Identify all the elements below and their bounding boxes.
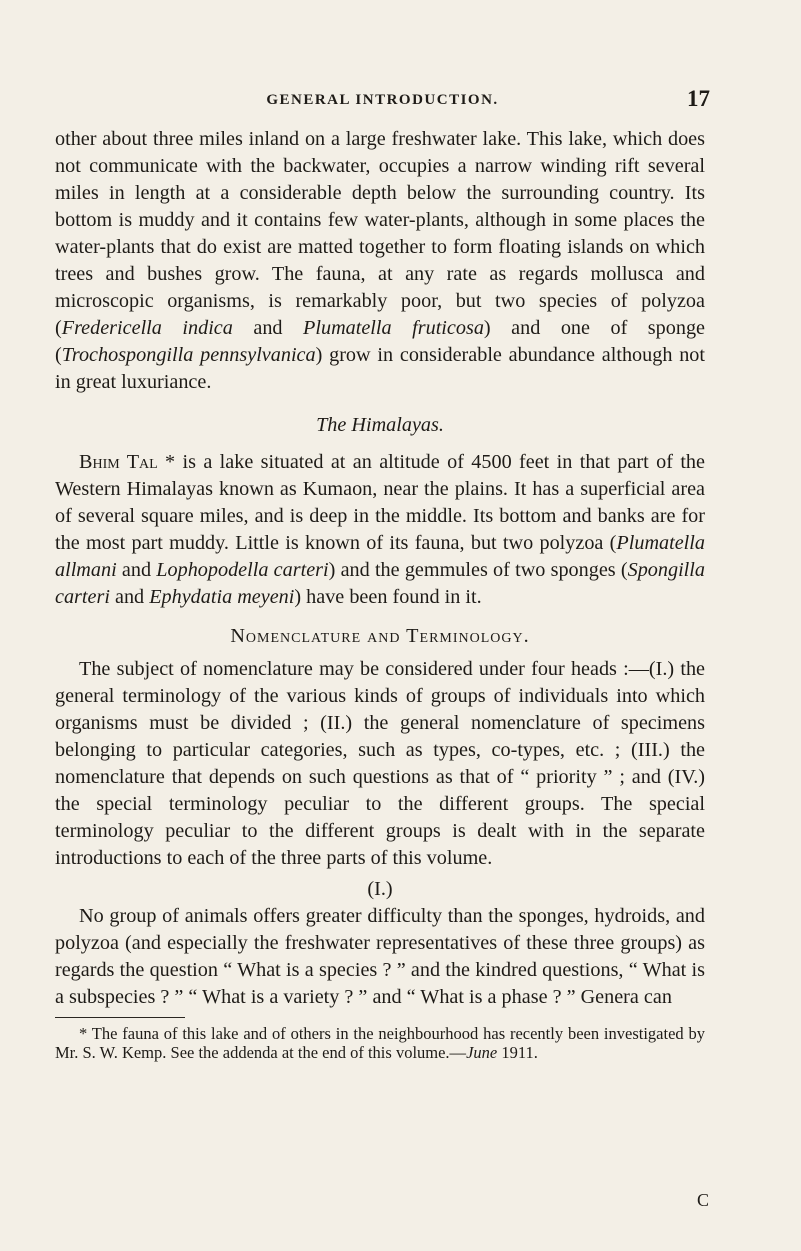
page-number: 17: [687, 86, 710, 111]
paragraph-text: ) and the gemmules of two sponges (: [328, 559, 628, 581]
paragraph-text: and: [109, 586, 150, 608]
body-text: [55, 126, 705, 1062]
species-name: Plumatella allmani: [55, 532, 705, 581]
paragraph-text: * is a lake situated at an altitude of 4500 feet in that part of the Western Himalayas known as Kumaon, near the plains. It has a superficial area of several square miles, and is deep in the middle. Its bottom and banks are for the most part muddy. Little is known of its fauna, but two polyzoa (: [55, 451, 705, 554]
paragraph-text: and: [116, 559, 157, 581]
paragraph-bhim-tal: [55, 449, 705, 611]
species-name: Lophopodella carteri: [156, 559, 329, 581]
paragraph-text: ) and one of sponge (: [55, 317, 705, 366]
paragraph-text: ) grow in considerable abundance although not in great luxuriance.: [55, 344, 705, 393]
species-name: Spongilla carteri: [55, 559, 705, 608]
section-heading-nomenclature: Nomenclature and Terminology.: [230, 625, 530, 647]
species-name: Trochospongilla pennsylvanica: [61, 344, 316, 366]
species-name: Ephydatia meyeni: [149, 586, 295, 608]
paragraph-text: ) have been found in it.: [294, 586, 482, 608]
paragraph-text: and: [232, 317, 304, 339]
section-heading-himalayas: The Himalayas.: [316, 414, 444, 436]
running-title: GENERAL INTRODUCTION.: [266, 92, 499, 108]
footnote-text: * The fauna of this lake and of others in the neighbourhood has recently been investigated by Mr. S. W. Kemp. See the addenda at the end of this volume.—: [55, 1024, 705, 1062]
species-name: Plumatella fruticosa: [303, 317, 484, 339]
subsection-numeral: (I.): [367, 878, 393, 900]
paragraph-text: other about three miles inland on a large freshwater lake. This lake, which does not communicate with the backwater, occupies a narrow winding rift several miles in length at a considerable depth below the surrounding country. Its bottom is muddy and it contains few water-plants, although in some places the water-plants that do exist are matted together to form floating islands on which trees and bushes grow. The fauna, at any rate as regards mollusca and microscopic organisms, is remarkably poor, but two species of polyzoa (: [55, 128, 705, 339]
paragraph-backwater-lake: [55, 126, 705, 396]
species-name: Fredericella indica: [61, 317, 233, 339]
lake-name: Bhim Tal: [79, 451, 158, 473]
signature-mark: C: [696, 1190, 709, 1210]
running-head: [55, 86, 710, 116]
footnote-text: 1911.: [497, 1043, 538, 1062]
footnote-date: June: [466, 1043, 498, 1062]
paragraph-species-question: No group of animals offers greater difficulty than the sponges, hydroids, and polyzoa (and especially the freshwater representatives of these three groups) as regards the question “ What is a species ? ” and the kindred questions, “ What is a subspecies ? ” “ What is a variety ? ” and “ What is a phase ? ” Genera can: [55, 905, 705, 1008]
paragraph-nomenclature: The subject of nomenclature may be considered under four heads :—(I.) the general terminology of the various kinds of groups of individuals into which organisms must be divided ; (II.) the general nomenclature of specimens belonging to particular categories, such as types, co-types, etc. ; (III.) the nomenclature that depends on such questions as that of “ priority ” ; and (IV.) the special terminology peculiar to the different groups. The special terminology peculiar to the different groups is dealt with in the separate introductions to each of the three parts of this volume.: [55, 658, 705, 869]
footnote: [55, 1024, 705, 1062]
footnote-rule: [55, 1017, 185, 1018]
